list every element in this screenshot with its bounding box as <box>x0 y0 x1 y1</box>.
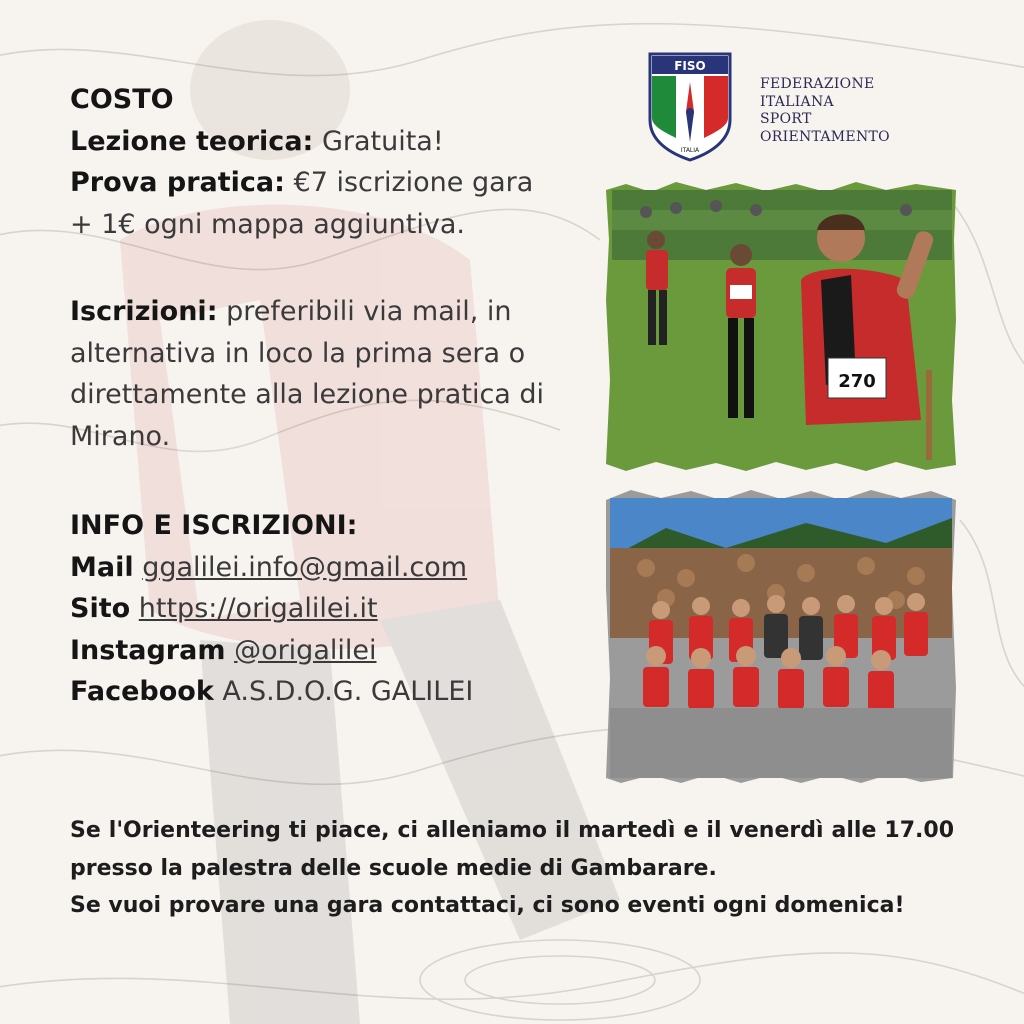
registration-label: Iscrizioni: <box>70 296 218 327</box>
instagram-label: Instagram <box>70 634 226 666</box>
federation-name <box>760 76 890 146</box>
race-runners-photo <box>606 180 956 472</box>
fiso-badge-text: FISO <box>674 59 706 73</box>
fiso-logo <box>646 50 734 162</box>
website-link[interactable]: https://origalilei.it <box>138 593 378 624</box>
mail-link[interactable]: ggalilei.info@gmail.com <box>142 551 468 583</box>
fiso-badge-subtext: ITALIA <box>680 147 700 154</box>
facebook-label: Facebook <box>70 676 214 707</box>
runner-bib-number: 270 <box>838 371 876 392</box>
registration-section <box>70 291 570 457</box>
federation-line-1: FEDERAZIONE <box>760 76 875 92</box>
practice-trial-extra: + 1€ ogni mappa aggiuntiva. <box>70 208 465 240</box>
instagram-link[interactable]: @origalilei <box>234 634 377 666</box>
facebook-value: A.S.D.O.G. GALILEI <box>222 676 474 707</box>
practice-trial-label: Prova pratica: <box>70 167 285 198</box>
training-schedule-text: Se l'Orienteering ti piace, ci alleniamo il martedì e il venerdì alle 17.00 presso la palestra delle scuole medie di Gambarare. <box>70 818 954 881</box>
federation-line-4: ORIENTAMENTO <box>760 128 890 145</box>
contact-heading: INFO E ISCRIZIONI: <box>70 510 358 541</box>
race-invite-text: Se vuoi provare una gara contattaci, ci sono eventi ogni domenica! <box>70 893 905 918</box>
registration-text: preferibili via mail, in alternativa in loco la prima sera o direttamente alla lezione pratica di Mirano. <box>70 296 545 452</box>
federation-line-2: ITALIANA <box>760 93 834 110</box>
theory-lesson-label: Lezione teorica: <box>70 125 314 157</box>
cost-section <box>70 79 590 245</box>
theory-lesson-value: Gratuita! <box>321 125 444 157</box>
federation-line-3: SPORT <box>760 111 812 127</box>
practice-trial-value: €7 iscrizione gara <box>293 167 534 198</box>
cost-heading: COSTO <box>70 84 174 115</box>
mail-label: Mail <box>70 551 134 583</box>
team-group-photo <box>606 488 956 784</box>
training-info-paragraph <box>70 812 954 925</box>
contact-info-section <box>70 505 590 713</box>
website-label: Sito <box>70 593 131 624</box>
